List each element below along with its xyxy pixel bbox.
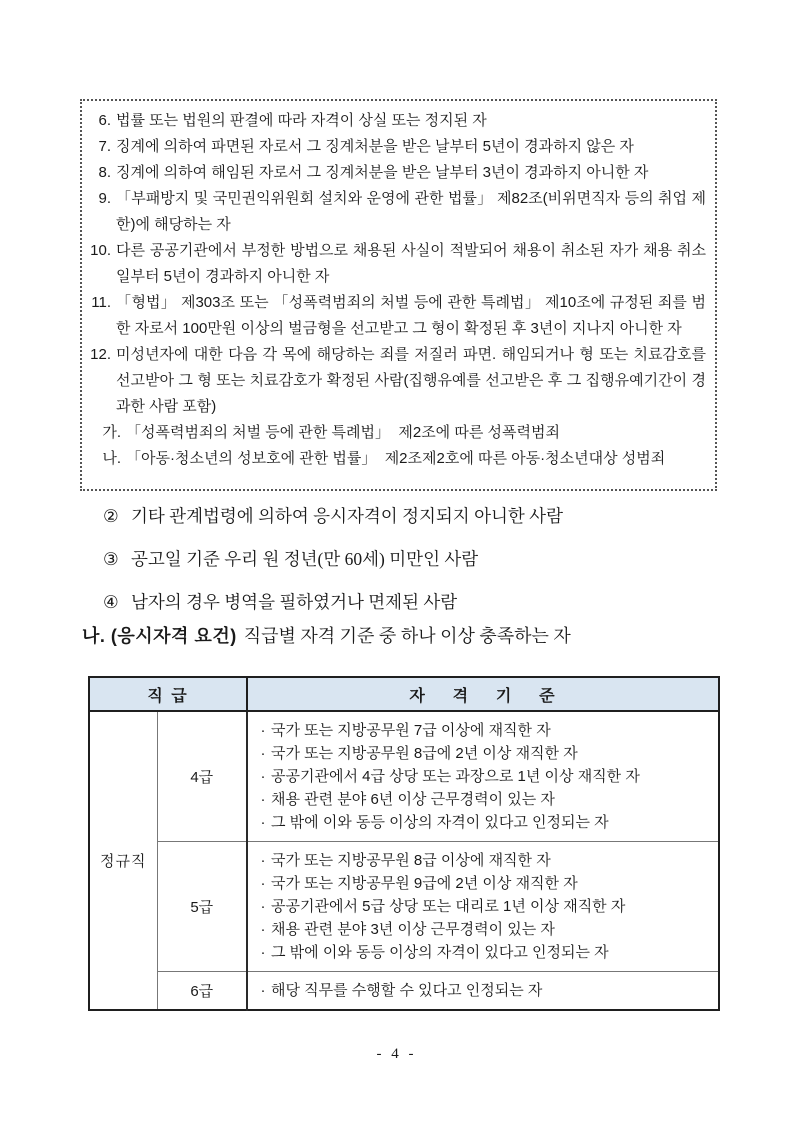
- criteria-line: [257, 811, 712, 834]
- circled-item-3: [103, 546, 703, 572]
- criteria-text: 공공기관에서 5급 상당 또는 대리로 1년 이상 재직한 자: [271, 898, 626, 915]
- notice-subitem-ga: [99, 420, 706, 446]
- criteria-cell: [247, 842, 719, 972]
- criteria-line: [257, 872, 712, 895]
- item-text: 법률 또는 법원의 판결에 따라 자격이 상실 또는 정지된 자: [116, 112, 487, 129]
- item-number: 12.: [90, 346, 111, 363]
- bullet-icon: ·: [260, 898, 266, 915]
- criteria-text: 국가 또는 지방공무원 8급 이상에 재직한 자: [271, 852, 551, 869]
- bullet-icon: ·: [260, 944, 266, 961]
- page-number: - 4 -: [376, 1046, 417, 1062]
- section-heading: [82, 624, 722, 648]
- bullet-icon: ·: [260, 745, 266, 762]
- bullet-icon: ·: [260, 722, 266, 739]
- criteria-text: 채용 관련 분야 6년 이상 근무경력이 있는 자: [271, 791, 555, 808]
- notice-item-12: [87, 342, 706, 420]
- notice-item-9: [87, 186, 706, 238]
- criteria-cell: [247, 972, 719, 1011]
- bullet-icon: ·: [260, 852, 266, 869]
- item-number: 11.: [91, 294, 111, 311]
- item-number: 10.: [90, 242, 111, 259]
- item-text: 미성년자에 대한 다음 각 목에 해당하는 죄를 저질러 파면. 해임되거나 형 또는 치료감호를 선고받아 그 형 또는 치료감호가 확정된 사람(집행유예를 선고받은 후 그 집행유예기간이 경과한 사람 포함): [116, 346, 706, 415]
- table-row-grade5: [89, 842, 719, 972]
- criteria-cell: [247, 711, 719, 842]
- criteria-line: [257, 719, 712, 742]
- bullet-icon: ·: [260, 768, 266, 785]
- item-number: 8.: [98, 164, 111, 181]
- item-text: 「성폭력범죄의 처벌 등에 관한 특례법」 제2조에 따른 성폭력범죄: [126, 424, 560, 441]
- item-text: 징계에 의하여 해임된 자로서 그 징계처분을 받은 날부터 3년이 경과하지 아니한 자: [116, 164, 649, 181]
- notice-item-7: [87, 134, 706, 160]
- grade-cell: 4급: [157, 711, 247, 842]
- item-number: 나.: [102, 450, 121, 467]
- circled-text: 공고일 기준 우리 원 정년(만 60세) 미만인 사람: [131, 549, 479, 569]
- notice-item-10: [87, 238, 706, 290]
- criteria-text: 해당 직무를 수행할 수 있다고 인정되는 자: [271, 982, 543, 999]
- circled-item-2: [103, 503, 703, 529]
- criteria-line: [257, 765, 712, 788]
- item-text: 「형법」 제303조 또는 「성폭력범죄의 처벌 등에 관한 특례법」 제10조에 규정된 죄를 범한 자로서 100만원 이상의 벌금형을 선고받고 그 형이 확정된 후 3년이 지나지 아니한 자: [116, 294, 706, 337]
- grade-cell: 5급: [157, 842, 247, 972]
- circled-number: ④: [103, 592, 119, 612]
- bullet-icon: ·: [260, 982, 266, 999]
- bullet-icon: ·: [260, 921, 266, 938]
- bullet-icon: ·: [260, 814, 266, 831]
- circled-number: ③: [103, 549, 119, 569]
- employment-type-cell: 정규직: [89, 711, 157, 1010]
- item-number: 7.: [98, 138, 111, 155]
- circled-number: ②: [103, 506, 119, 526]
- criteria-line: [257, 895, 712, 918]
- qualification-table: [88, 676, 720, 1011]
- grade-cell: 6급: [157, 972, 247, 1011]
- table-row-grade6: [89, 972, 719, 1011]
- item-number: 9.: [98, 190, 111, 207]
- criteria-text: 그 밖에 이와 동등 이상의 자격이 있다고 인정되는 자: [271, 814, 609, 831]
- item-number: 6.: [98, 112, 111, 129]
- criteria-text: 국가 또는 지방공무원 9급에 2년 이상 재직한 자: [271, 875, 578, 892]
- eligibility-circled-list: [103, 503, 703, 632]
- table-header-row: [89, 677, 719, 711]
- circled-text: 기타 관계법령에 의하여 응시자격이 정지되지 아니한 사람: [131, 506, 563, 526]
- criteria-line: [257, 788, 712, 811]
- criteria-line: [257, 742, 712, 765]
- notice-subitem-na: [99, 446, 706, 472]
- bullet-icon: ·: [260, 791, 266, 808]
- criteria-text: 국가 또는 지방공무원 8급에 2년 이상 재직한 자: [271, 745, 578, 762]
- section-heading-label: 나. (응시자격 요건): [82, 626, 237, 646]
- criteria-text: 국가 또는 지방공무원 7급 이상에 재직한 자: [271, 722, 551, 739]
- bullet-icon: ·: [260, 875, 266, 892]
- circled-item-4: [103, 589, 703, 615]
- disqualification-notice-box: [80, 99, 717, 491]
- header-cell-criteria: 자 격 기 준: [247, 677, 719, 711]
- item-text: 징계에 의하여 파면된 자로서 그 징계처분을 받은 날부터 5년이 경과하지 않은 자: [116, 138, 634, 155]
- item-text: 「부패방지 및 국민권익위원회 설치와 운영에 관한 법률」 제82조(비위면직자 등의 취업 제한)에 해당하는 자: [116, 190, 706, 233]
- notice-item-6: [87, 108, 706, 134]
- criteria-line: [257, 918, 712, 941]
- criteria-line: [257, 979, 712, 1002]
- criteria-line: [257, 849, 712, 872]
- criteria-line: [257, 941, 712, 964]
- item-text: 다른 공공기관에서 부정한 방법으로 채용된 사실이 적발되어 채용이 취소된 자가 채용 취소일부터 5년이 경과하지 아니한 자: [116, 242, 706, 285]
- criteria-text: 그 밖에 이와 동등 이상의 자격이 있다고 인정되는 자: [271, 944, 609, 961]
- item-number: 가.: [102, 424, 121, 441]
- criteria-text: 채용 관련 분야 3년 이상 근무경력이 있는 자: [271, 921, 555, 938]
- notice-item-8: [87, 160, 706, 186]
- criteria-text: 공공기관에서 4급 상당 또는 과장으로 1년 이상 재직한 자: [271, 768, 640, 785]
- item-text: 「아동·청소년의 성보호에 관한 법률」 제2조제2호에 따른 아동·청소년대상 성범죄: [126, 450, 666, 467]
- header-cell-grade: 직 급: [89, 677, 247, 711]
- circled-text: 남자의 경우 병역을 필하였거나 면제된 사람: [131, 592, 458, 612]
- table-row-grade4: [89, 711, 719, 842]
- section-heading-description: 직급별 자격 기준 중 하나 이상 충족하는 자: [243, 626, 571, 646]
- notice-item-11: [87, 290, 706, 342]
